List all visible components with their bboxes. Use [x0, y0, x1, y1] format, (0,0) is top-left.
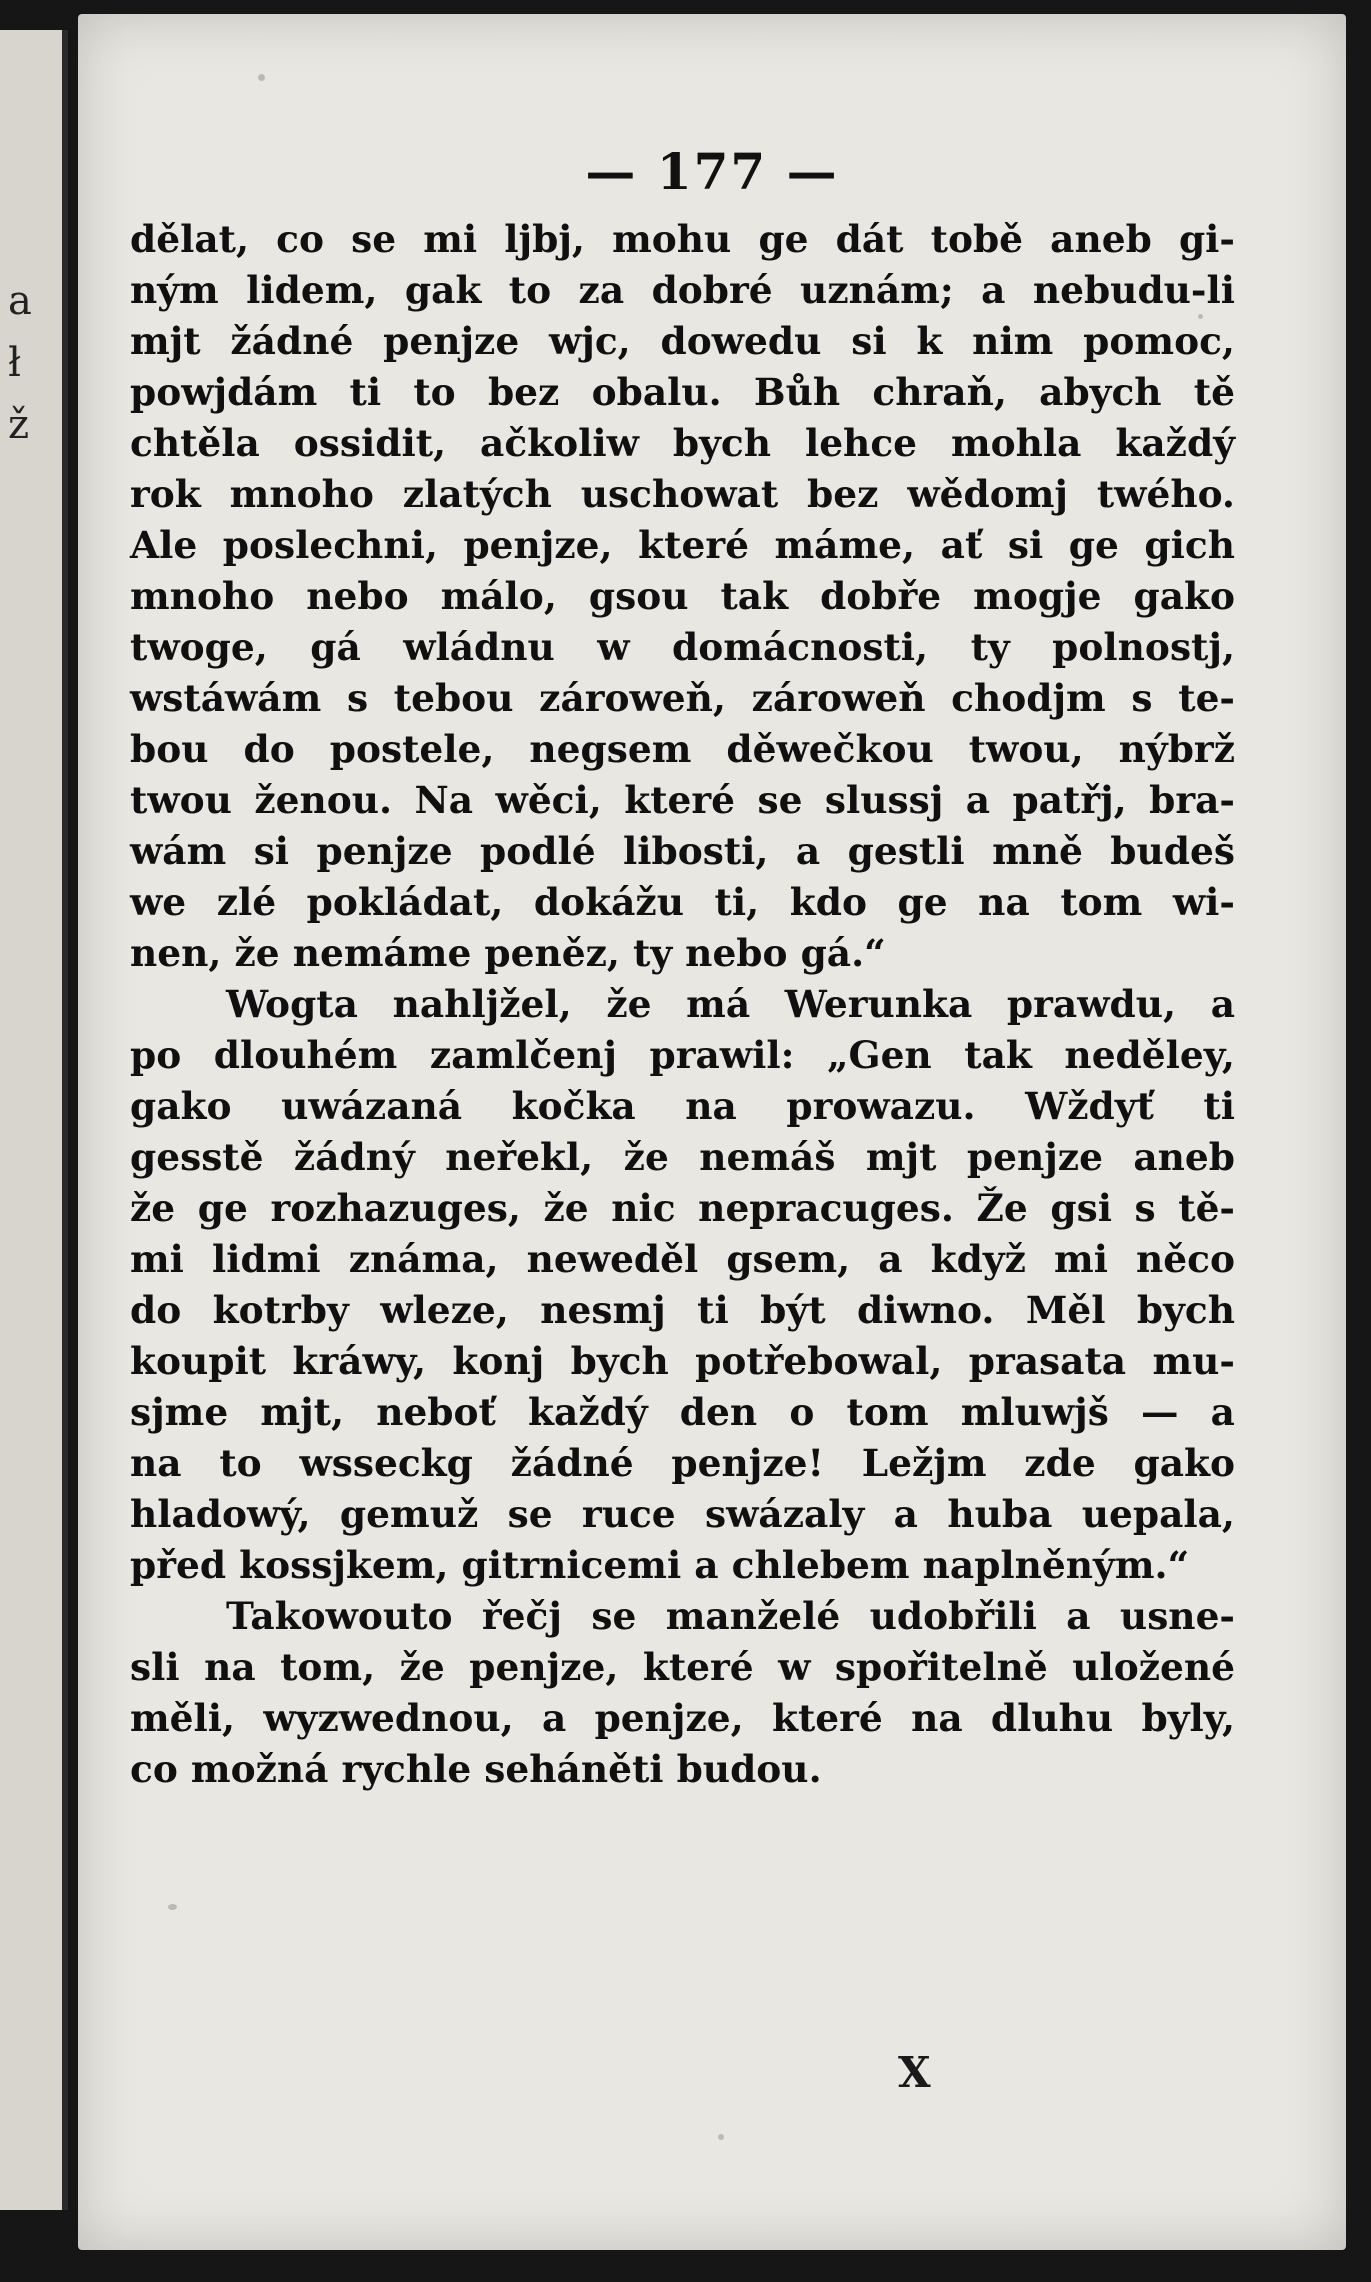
text-line: powjdám ti to bez obalu. Bůh chraň, abych tě: [130, 370, 1235, 414]
text-line: mjt žádné penjze wjc, dowedu si k nim pomoc,: [130, 319, 1235, 363]
text-line: twou ženou. Na wěci, které se slussj a patřj, bra-: [130, 778, 1235, 822]
text-line: chtěla ossidit, ačkoliw bych lehce mohla každý: [130, 421, 1235, 465]
text-line: mi lidmi známa, neweděl gsem, a když mi něco: [130, 1237, 1235, 1281]
paper-speck: [718, 2134, 724, 2140]
text-line: rok mnoho zlatých uschowat bez wědomj twého.: [130, 472, 1235, 516]
text-line: na to wsseckg žádné penjze! Ležjm zde gako: [130, 1441, 1235, 1485]
text-line: wám si penjze podlé libosti, a gestli mně budeš: [130, 829, 1235, 873]
page-sheet: [78, 14, 1346, 2250]
text-line: twoge, gá wládnu w domácnosti, ty polnostj,: [130, 625, 1235, 669]
text-line: před kossjkem, gitrnicemi a chlebem naplněným.“: [130, 1543, 1190, 1587]
text-line: že ge rozhazuges, že nic nepracuges. Že gsi s tě-: [130, 1186, 1235, 1230]
text-line: po dlouhém zamlčenj prawil: „Gen tak neděley,: [130, 1033, 1235, 1077]
paragraph: [130, 214, 1235, 979]
facing-page-edge: [0, 30, 68, 2210]
signature-mark: X: [898, 2048, 931, 2097]
text-line: we zlé pokládat, dokážu ti, kdo ge na tom wi-: [130, 880, 1235, 924]
text-line: nen, že nemáme peněz, ty nebo gá.“: [130, 931, 886, 975]
facing-page-mark: a: [8, 278, 32, 324]
paper-speck: [258, 74, 265, 81]
facing-page-mark: ł: [8, 340, 21, 386]
text-line: sjme mjt, neboť každý den o tom mluwjš — a: [130, 1390, 1235, 1434]
text-line: Takowouto řečj se manželé udobřili a usne-: [226, 1594, 1235, 1638]
text-line: koupit kráwy, konj bych potřebowal, prasata mu-: [130, 1339, 1235, 1383]
paper-speck: [168, 1904, 177, 1910]
text-line: měli, wyzwednou, a penjze, které na dluhu byly,: [130, 1696, 1235, 1740]
text-line: bou do postele, negsem děwečkou twou, nýbrž: [130, 727, 1235, 771]
text-line: Wogta nahljžel, že má Werunka prawdu, a: [226, 982, 1235, 1026]
text-line: co možná rychle seháněti budou.: [130, 1747, 822, 1791]
text-line: do kotrby wleze, nesmj ti být diwno. Měl bych: [130, 1288, 1235, 1332]
paragraph: [130, 979, 1235, 1591]
page-number: — 177 —: [585, 142, 839, 201]
text-line: gako uwázaná kočka na prowazu. Wždyť ti: [130, 1084, 1235, 1128]
text-line: Ale poslechni, penjze, které máme, ať si ge gich: [130, 523, 1235, 567]
text-line: ným lidem, gak to za dobré uznám; a nebudu-li: [130, 268, 1235, 312]
text-line: sli na tom, že penjze, které w spořitelně uložené: [130, 1645, 1235, 1689]
text-line: hladowý, gemuž se ruce swázaly a huba uepala,: [130, 1492, 1235, 1536]
text-line: dělat, co se mi ljbj, mohu ge dát tobě aneb gi-: [130, 217, 1235, 261]
text-line: gesstě žádný neřekl, že nemáš mjt penjze aneb: [130, 1135, 1235, 1179]
body-text: [130, 214, 1235, 1795]
text-line: mnoho nebo málo, gsou tak dobře mogje gako: [130, 574, 1235, 618]
facing-page-mark: ž: [8, 402, 30, 448]
facing-page-marks: [8, 270, 32, 456]
paragraph: [130, 1591, 1235, 1795]
text-line: wstáwám s tebou zároweň, zároweň chodjm s te-: [130, 676, 1235, 720]
